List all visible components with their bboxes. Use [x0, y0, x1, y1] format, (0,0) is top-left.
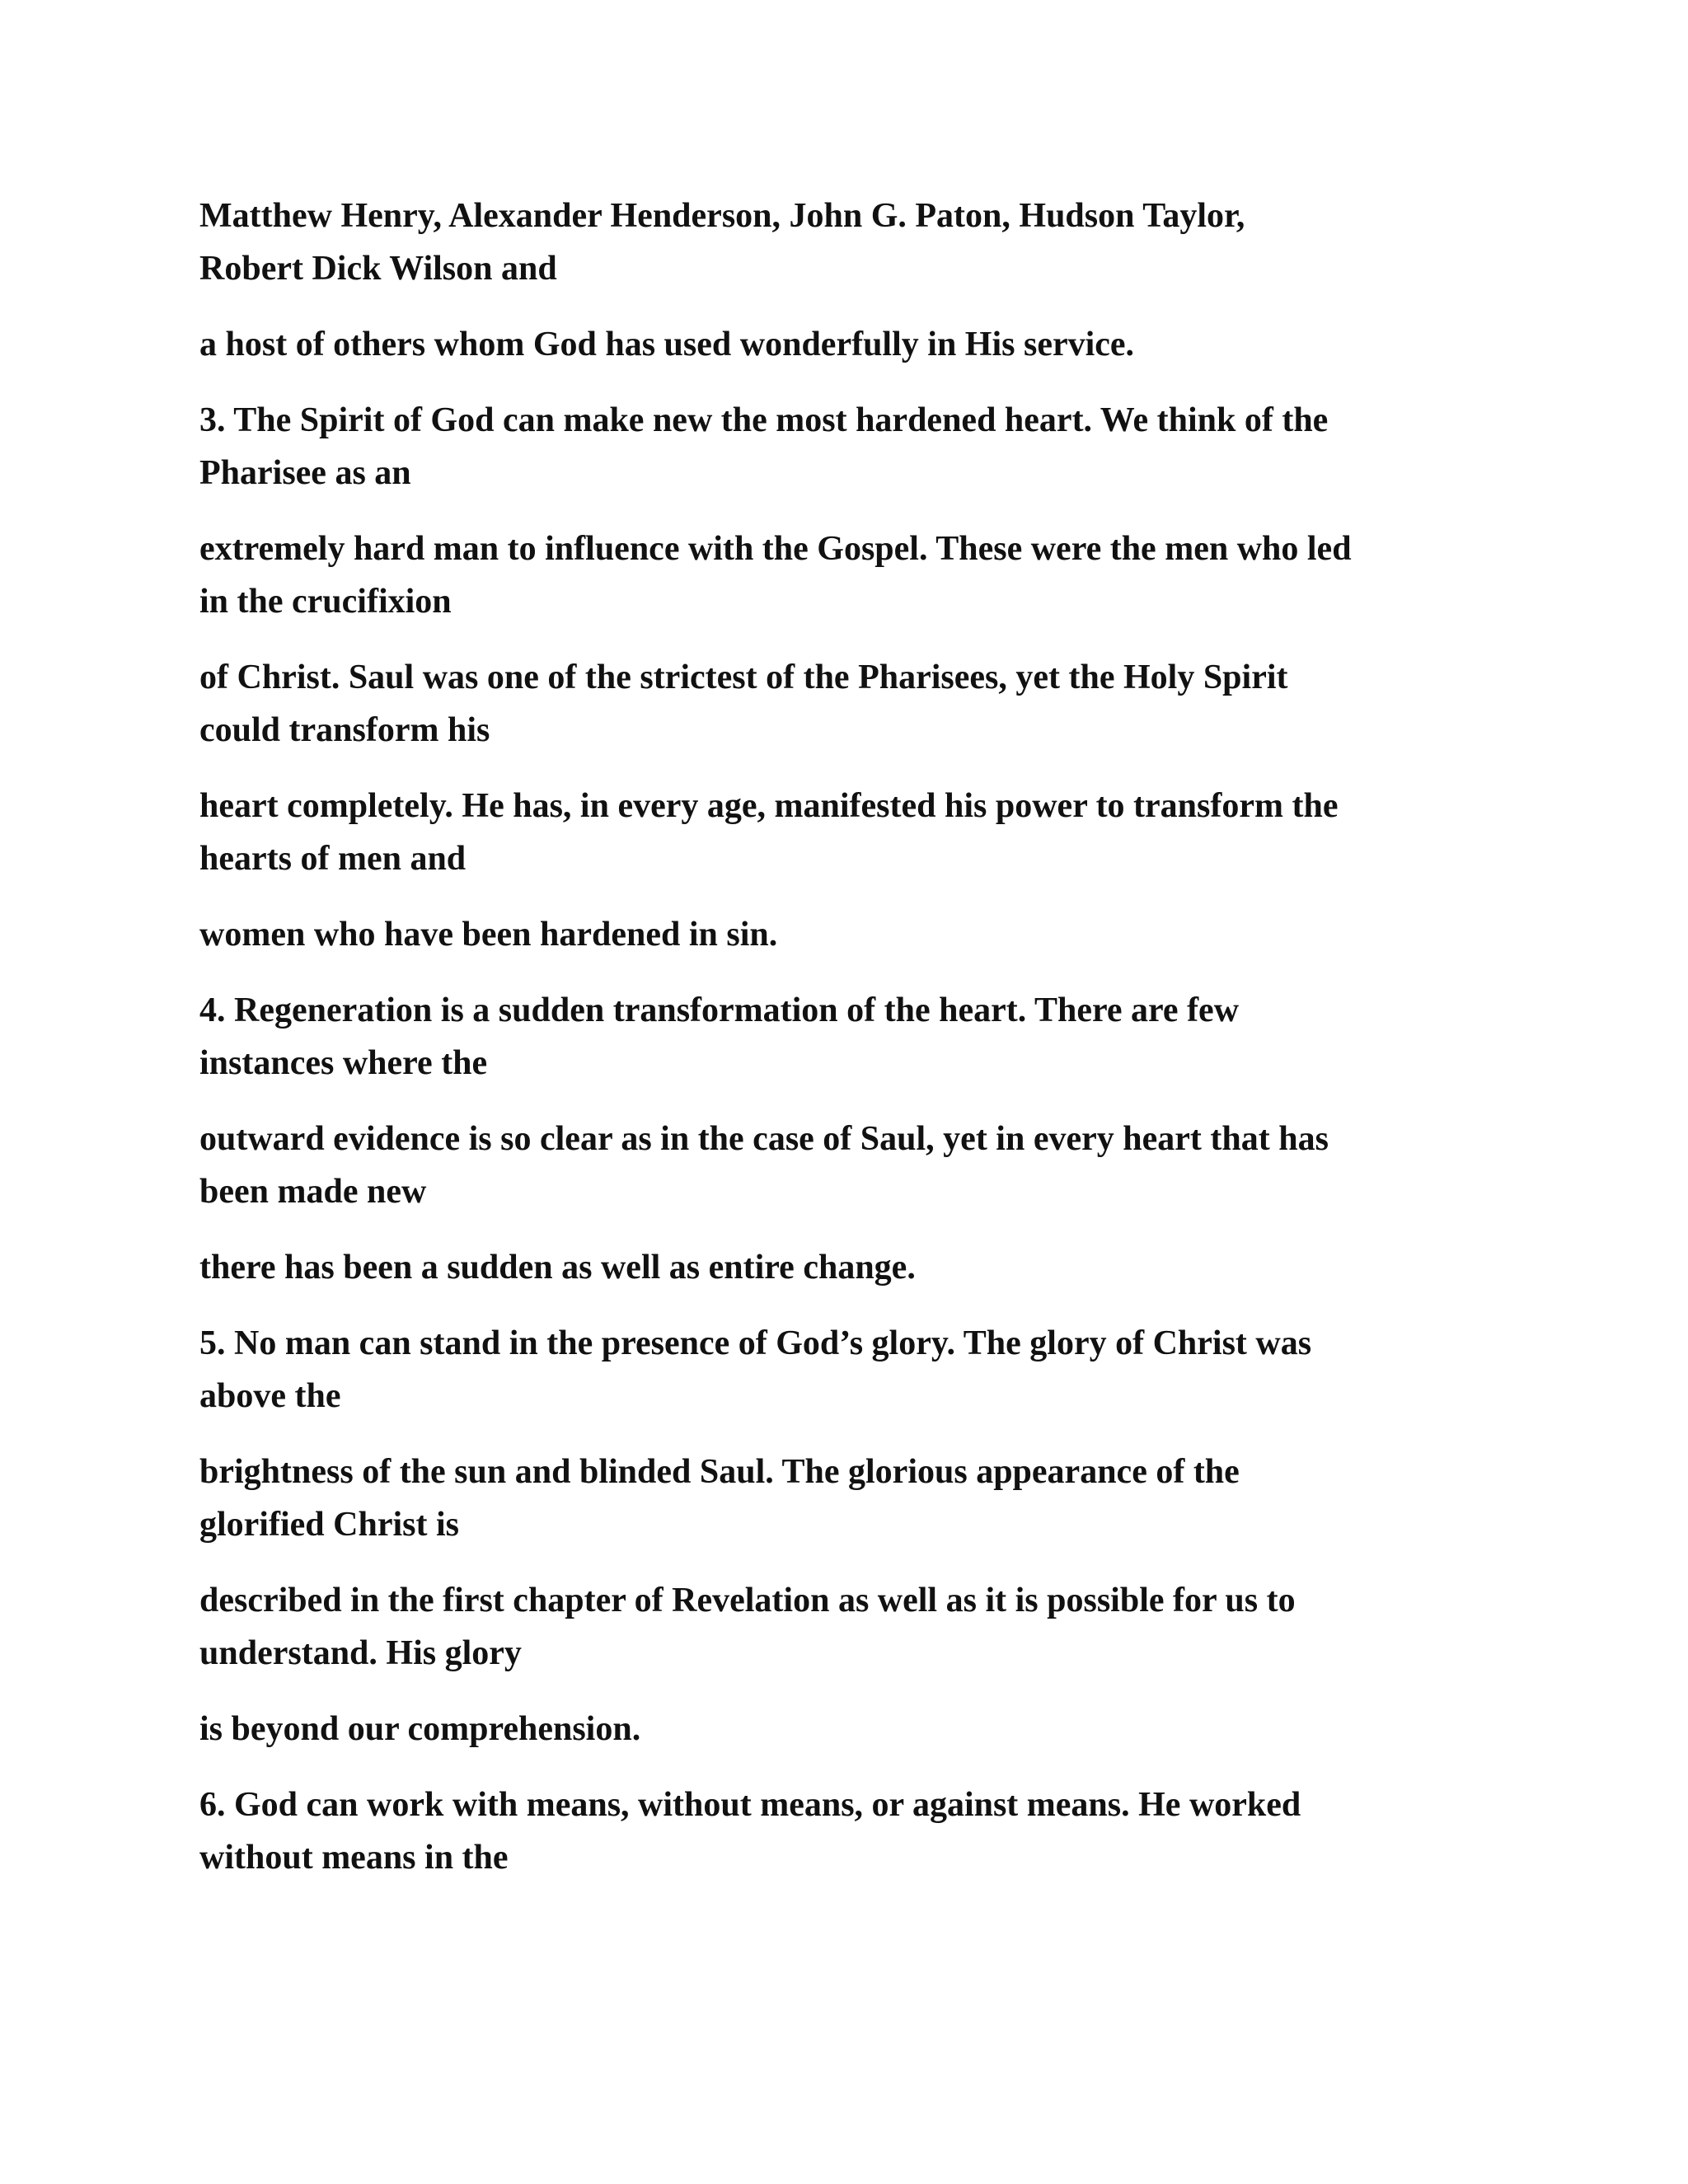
- text-line: women who have been hardened in sin.: [199, 916, 778, 954]
- paragraph: [199, 318, 1493, 371]
- body-text: [199, 190, 1493, 1907]
- paragraph: [199, 394, 1493, 499]
- text-line: described in the first chapter of Revelation as well as it is possible for us to: [199, 1582, 1296, 1619]
- text-line: glorified Christ is: [199, 1506, 459, 1544]
- text-line: there has been a sudden as well as entire change.: [199, 1249, 916, 1286]
- text-line: could transform his: [199, 711, 490, 749]
- text-line: is beyond our comprehension.: [199, 1710, 641, 1748]
- paragraph: [199, 1703, 1493, 1755]
- text-line: Matthew Henry, Alexander Henderson, John G. Paton, Hudson Taylor,: [199, 197, 1245, 235]
- paragraph: [199, 190, 1493, 295]
- paragraph: [199, 651, 1493, 757]
- text-line: Pharisee as an: [199, 454, 411, 492]
- text-line: brightness of the sun and blinded Saul. The glorious appearance of the: [199, 1453, 1240, 1491]
- text-line: without means in the: [199, 1839, 509, 1877]
- paragraph: [199, 1574, 1493, 1680]
- paragraph: [199, 523, 1493, 628]
- text-line: Robert Dick Wilson and: [199, 250, 557, 288]
- text-line: been made new: [199, 1173, 427, 1211]
- text-line: understand. His glory: [199, 1634, 522, 1672]
- paragraph: [199, 780, 1493, 885]
- text-line: of Christ. Saul was one of the strictest of the Pharisees, yet the Holy Spirit: [199, 658, 1288, 696]
- text-line: outward evidence is so clear as in the case of Saul, yet in every heart that has: [199, 1120, 1329, 1158]
- paragraph: [199, 1779, 1493, 1884]
- paragraph: [199, 1446, 1493, 1551]
- text-line: hearts of men and: [199, 840, 467, 878]
- paragraph: [199, 984, 1493, 1090]
- text-line: above the: [199, 1377, 341, 1415]
- text-line: instances where the: [199, 1044, 488, 1082]
- text-line: extremely hard man to influence with the Gospel. These were the men who led: [199, 530, 1352, 568]
- text-line: 4. Regeneration is a sudden transformation of the heart. There are few: [199, 991, 1240, 1029]
- text-line: 3. The Spirit of God can make new the most hardened heart. We think of the: [199, 401, 1329, 439]
- paragraph: [199, 1317, 1493, 1422]
- text-line: heart completely. He has, in every age, manifested his power to transform the: [199, 787, 1339, 825]
- text-line: 6. God can work with means, without means, or against means. He worked: [199, 1786, 1301, 1824]
- text-line: in the crucifixion: [199, 583, 452, 621]
- paragraph: [199, 1113, 1493, 1218]
- text-line: a host of others whom God has used wonderfully in His service.: [199, 326, 1135, 363]
- paragraph: [199, 908, 1493, 961]
- text-line: 5. No man can stand in the presence of God’s glory. The glory of Christ was: [199, 1324, 1312, 1362]
- paragraph: [199, 1241, 1493, 1294]
